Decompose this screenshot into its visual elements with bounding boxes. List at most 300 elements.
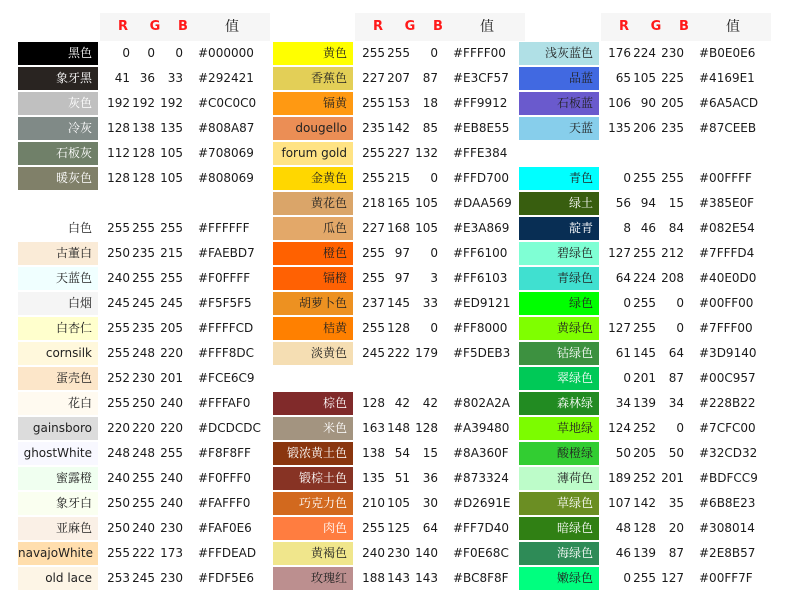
color-row	[273, 541, 523, 566]
color-row	[519, 91, 769, 116]
rgb-g-value: 230	[132, 371, 155, 385]
color-swatch: navajoWhite	[18, 542, 98, 565]
rgb-r-value: 127	[608, 246, 631, 260]
rgb-b-value: 85	[422, 121, 438, 135]
column-header-g: G	[404, 19, 416, 34]
color-swatch: 胡萝卜色	[273, 292, 353, 315]
rgb-b-value: 127	[661, 571, 684, 585]
color-row	[273, 341, 523, 366]
column-header-r: R	[372, 19, 383, 34]
color-swatch: 碧绿色	[519, 242, 599, 265]
color-swatch: 香蕉色	[273, 67, 353, 90]
rgb-b-value: 192	[160, 96, 183, 110]
color-row	[519, 316, 769, 341]
rgb-b-value: 255	[661, 171, 684, 185]
hex-value: #E3CF57	[453, 71, 509, 85]
rgb-b-value: 105	[160, 171, 183, 185]
rgb-r-value: 255	[107, 396, 130, 410]
column-header-value: 值	[225, 19, 239, 35]
rgb-b-value: 87	[668, 371, 684, 385]
rgb-g-value: 54	[394, 446, 410, 460]
color-swatch: 青绿色	[519, 267, 599, 290]
rgb-b-value: 215	[160, 246, 183, 260]
rgb-g-value: 255	[387, 46, 410, 60]
color-row	[273, 116, 523, 141]
color-swatch: 酸橙绿	[519, 442, 599, 465]
color-swatch: 黑色	[18, 42, 98, 65]
rgb-r-value: 245	[362, 346, 385, 360]
rgb-b-value: 35	[668, 496, 684, 510]
color-swatch: 浅灰蓝色	[519, 42, 599, 65]
rgb-r-value: 56	[615, 196, 631, 210]
color-row	[18, 91, 268, 116]
color-row	[519, 241, 769, 266]
rgb-g-value: 168	[387, 221, 410, 235]
hex-value: #FFFAF0	[198, 396, 251, 410]
rgb-g-value: 230	[387, 546, 410, 560]
rgb-r-value: 188	[362, 571, 385, 585]
hex-value: #B0E0E6	[699, 46, 756, 60]
color-swatch: 青色	[519, 167, 599, 190]
color-swatch: 品蓝	[519, 67, 599, 90]
rgb-g-value: 128	[387, 321, 410, 335]
color-swatch: 白色	[18, 217, 98, 240]
column-header-r: R	[618, 19, 629, 34]
rgb-b-value: 230	[160, 521, 183, 535]
color-swatch: 花白	[18, 392, 98, 415]
rgb-b-value: 18	[422, 96, 438, 110]
color-row	[18, 491, 268, 516]
hex-value: #E3A869	[453, 221, 510, 235]
rgb-r-value: 135	[362, 471, 385, 485]
rgb-b-value: 173	[160, 546, 183, 560]
rgb-r-value: 255	[362, 146, 385, 160]
color-swatch: 绿土	[519, 192, 599, 215]
color-swatch: 暖灰色	[18, 167, 98, 190]
rgb-r-value: 255	[107, 346, 130, 360]
color-row	[18, 216, 268, 241]
color-row	[519, 266, 769, 291]
color-swatch: 桔黄	[273, 317, 353, 340]
column-header-b: B	[178, 19, 188, 34]
rgb-r-value: 0	[623, 171, 631, 185]
hex-value: #3D9140	[699, 346, 757, 360]
rgb-b-value: 34	[668, 396, 684, 410]
color-row	[18, 141, 268, 166]
rgb-r-value: 210	[362, 496, 385, 510]
rgb-r-value: 255	[107, 221, 130, 235]
rgb-r-value: 250	[107, 521, 130, 535]
hex-value: #873324	[453, 471, 509, 485]
color-swatch: 蛋壳色	[18, 367, 98, 390]
rgb-b-value: 84	[668, 221, 684, 235]
color-row	[519, 166, 769, 191]
rgb-r-value: 227	[362, 71, 385, 85]
color-swatch: 暗绿色	[519, 517, 599, 540]
color-swatch: 草地绿	[519, 417, 599, 440]
hex-value: #C0C0C0	[198, 96, 257, 110]
hex-value: #4169E1	[699, 71, 755, 85]
rgb-r-value: 48	[615, 521, 631, 535]
hex-value: #DCDCDC	[198, 421, 261, 435]
color-row	[519, 216, 769, 241]
hex-value: #808A87	[198, 121, 255, 135]
rgb-b-value: 0	[430, 171, 438, 185]
color-swatch: 黄色	[273, 42, 353, 65]
rgb-b-value: 212	[661, 246, 684, 260]
rgb-b-value: 140	[415, 546, 438, 560]
rgb-r-value: 128	[107, 121, 130, 135]
rgb-g-value: 255	[633, 571, 656, 585]
color-swatch: 冷灰	[18, 117, 98, 140]
rgb-r-value: 128	[107, 171, 130, 185]
color-row	[273, 66, 523, 91]
rgb-b-value: 3	[430, 271, 438, 285]
color-row	[273, 91, 523, 116]
rgb-g-value: 51	[394, 471, 410, 485]
color-row	[519, 566, 769, 591]
rgb-b-value: 15	[422, 446, 438, 460]
rgb-g-value: 125	[387, 521, 410, 535]
rgb-g-value: 250	[132, 396, 155, 410]
color-row	[18, 516, 268, 541]
hex-value: #000000	[198, 46, 254, 60]
hex-value: #802A2A	[453, 396, 511, 410]
hex-value: #FF8000	[453, 321, 508, 335]
hex-value: #DAA569	[453, 196, 512, 210]
color-swatch: 白烟	[18, 292, 98, 315]
color-panel-1	[18, 13, 268, 591]
color-swatch: 绿色	[519, 292, 599, 315]
rgb-g-value: 248	[132, 346, 155, 360]
rgb-b-value: 87	[668, 546, 684, 560]
hex-value: #FCE6C9	[198, 371, 255, 385]
rgb-r-value: 255	[362, 96, 385, 110]
rgb-g-value: 46	[640, 221, 656, 235]
rgb-b-value: 240	[160, 396, 183, 410]
rgb-r-value: 255	[362, 246, 385, 260]
color-row	[273, 291, 523, 316]
rgb-g-value: 255	[633, 246, 656, 260]
rgb-g-value: 97	[394, 271, 410, 285]
rgb-g-value: 139	[633, 396, 656, 410]
color-row	[519, 291, 769, 316]
color-row	[519, 116, 769, 141]
color-row	[18, 341, 268, 366]
hex-value: #FFD700	[453, 171, 510, 185]
color-row	[18, 541, 268, 566]
rgb-g-value: 105	[387, 496, 410, 510]
hex-value: #FF7D40	[453, 521, 510, 535]
color-swatch: 天蓝色	[18, 267, 98, 290]
color-swatch: 淡黄色	[273, 342, 353, 365]
rgb-r-value: 127	[608, 321, 631, 335]
rgb-g-value: 138	[132, 121, 155, 135]
color-row	[273, 41, 523, 66]
color-row	[18, 241, 268, 266]
hex-value: #BDFCC9	[699, 471, 758, 485]
color-swatch: 石板灰	[18, 142, 98, 165]
color-swatch: 翠绿色	[519, 367, 599, 390]
color-row	[273, 466, 523, 491]
color-swatch: 镉黄	[273, 92, 353, 115]
hex-value: #BC8F8F	[453, 571, 509, 585]
column-header-g: G	[650, 19, 662, 34]
rgb-g-value: 143	[387, 571, 410, 585]
color-swatch: 镉橙	[273, 267, 353, 290]
hex-value: #FF6103	[453, 271, 508, 285]
column-header-g: G	[149, 19, 161, 34]
hex-value: #F5DEB3	[453, 346, 511, 360]
rgb-b-value: 255	[160, 221, 183, 235]
color-swatch: 灰色	[18, 92, 98, 115]
color-row	[273, 191, 523, 216]
rgb-b-value: 255	[160, 446, 183, 460]
rgb-g-value: 142	[387, 121, 410, 135]
rgb-g-value: 240	[132, 521, 155, 535]
rgb-b-value: 0	[676, 321, 684, 335]
color-row	[18, 41, 268, 66]
rgb-b-value: 230	[160, 571, 183, 585]
rgb-r-value: 248	[107, 446, 130, 460]
color-swatch: 靛青	[519, 217, 599, 240]
rgb-b-value: 50	[668, 446, 684, 460]
rgb-g-value: 0	[147, 46, 155, 60]
rgb-r-value: 0	[623, 296, 631, 310]
hex-value: #F8F8FF	[198, 446, 251, 460]
rgb-b-value: 30	[422, 496, 438, 510]
color-row	[18, 366, 268, 391]
column-header-r: R	[117, 19, 128, 34]
rgb-g-value: 153	[387, 96, 410, 110]
color-swatch: 橙色	[273, 242, 353, 265]
color-swatch: 古董白	[18, 242, 98, 265]
color-panel-3	[519, 13, 769, 591]
hex-value: #FF9912	[453, 96, 508, 110]
hex-value: #32CD32	[699, 446, 758, 460]
rgb-g-value: 97	[394, 246, 410, 260]
rgb-g-value: 235	[132, 321, 155, 335]
color-row	[519, 366, 769, 391]
rgb-g-value: 255	[633, 171, 656, 185]
hex-value: #40E0D0	[699, 271, 757, 285]
rgb-g-value: 165	[387, 196, 410, 210]
color-row	[273, 441, 523, 466]
rgb-g-value: 248	[132, 446, 155, 460]
color-row	[18, 166, 268, 191]
rgb-r-value: 176	[608, 46, 631, 60]
hex-value: #00FFFF	[699, 171, 752, 185]
color-row	[519, 66, 769, 91]
rgb-g-value: 36	[139, 71, 155, 85]
color-row	[18, 116, 268, 141]
rgb-b-value: 240	[160, 471, 183, 485]
color-swatch: 黄褐色	[273, 542, 353, 565]
rgb-r-value: 255	[107, 321, 130, 335]
rgb-r-value: 163	[362, 421, 385, 435]
rgb-g-value: 252	[633, 421, 656, 435]
hex-value: #FAEBD7	[198, 246, 255, 260]
color-row	[519, 391, 769, 416]
rgb-r-value: 107	[608, 496, 631, 510]
rgb-r-value: 65	[615, 71, 631, 85]
hex-value: #2E8B57	[699, 546, 756, 560]
hex-value: #FFDEAD	[198, 546, 257, 560]
hex-value: #FFFFCD	[198, 321, 254, 335]
rgb-r-value: 227	[362, 221, 385, 235]
color-swatch: 锻浓黄土色	[273, 442, 353, 465]
rgb-g-value: 224	[633, 46, 656, 60]
color-swatch: 草绿色	[519, 492, 599, 515]
hex-value: #7CFC00	[699, 421, 756, 435]
hex-value: #87CEEB	[699, 121, 757, 135]
rgb-r-value: 235	[362, 121, 385, 135]
rgb-r-value: 240	[107, 471, 130, 485]
rgb-g-value: 207	[387, 71, 410, 85]
rgb-g-value: 255	[633, 321, 656, 335]
rgb-g-value: 206	[633, 121, 656, 135]
rgb-r-value: 34	[615, 396, 631, 410]
rgb-b-value: 143	[415, 571, 438, 585]
rgb-b-value: 208	[661, 271, 684, 285]
color-row	[273, 241, 523, 266]
color-swatch: gainsboro	[18, 417, 98, 440]
hex-value: #6A5ACD	[699, 96, 759, 110]
color-row	[18, 266, 268, 291]
rgb-g-value: 105	[633, 71, 656, 85]
color-swatch: 肉色	[273, 517, 353, 540]
column-header-value: 值	[726, 19, 740, 35]
rgb-r-value: 255	[362, 171, 385, 185]
rgb-r-value: 112	[107, 146, 130, 160]
color-row	[18, 66, 268, 91]
rgb-b-value: 225	[661, 71, 684, 85]
hex-value: #ED9121	[453, 296, 511, 310]
rgb-b-value: 33	[167, 71, 183, 85]
rgb-g-value: 128	[132, 146, 155, 160]
rgb-b-value: 0	[676, 296, 684, 310]
rgb-r-value: 0	[122, 46, 130, 60]
rgb-g-value: 148	[387, 421, 410, 435]
color-row	[519, 466, 769, 491]
color-swatch: 巧克力色	[273, 492, 353, 515]
rgb-b-value: 42	[422, 396, 438, 410]
hex-value: #7FFF00	[699, 321, 753, 335]
rgb-g-value: 255	[132, 471, 155, 485]
rgb-b-value: 201	[160, 371, 183, 385]
rgb-g-value: 255	[132, 221, 155, 235]
color-swatch: 瓜色	[273, 217, 353, 240]
hex-value: #308014	[699, 521, 755, 535]
rgb-g-value: 222	[132, 546, 155, 560]
rgb-g-value: 255	[132, 271, 155, 285]
color-panel-2	[273, 13, 523, 591]
hex-value: #228B22	[699, 396, 756, 410]
hex-value: #F0FFF0	[198, 471, 251, 485]
rgb-g-value: 245	[132, 296, 155, 310]
rgb-r-value: 255	[362, 271, 385, 285]
rgb-b-value: 105	[415, 221, 438, 235]
rgb-g-value: 235	[132, 246, 155, 260]
hex-value: #00FF7F	[699, 571, 753, 585]
rgb-g-value: 227	[387, 146, 410, 160]
rgb-g-value: 252	[633, 471, 656, 485]
rgb-r-value: 255	[362, 321, 385, 335]
rgb-r-value: 240	[362, 546, 385, 560]
color-swatch: 石板蓝	[519, 92, 599, 115]
rgb-r-value: 0	[623, 371, 631, 385]
color-row	[273, 316, 523, 341]
rgb-b-value: 0	[175, 46, 183, 60]
hex-value: #808069	[198, 171, 254, 185]
rgb-g-value: 201	[633, 371, 656, 385]
rgb-g-value: 145	[387, 296, 410, 310]
rgb-b-value: 220	[160, 346, 183, 360]
rgb-r-value: 250	[107, 246, 130, 260]
color-swatch: cornsilk	[18, 342, 98, 365]
rgb-r-value: 255	[362, 521, 385, 535]
rgb-r-value: 135	[608, 121, 631, 135]
rgb-r-value: 128	[362, 396, 385, 410]
rgb-b-value: 230	[661, 46, 684, 60]
hex-value: #F5F5F5	[198, 296, 252, 310]
color-swatch: 锻棕土色	[273, 467, 353, 490]
color-row	[273, 566, 523, 591]
rgb-b-value: 0	[676, 421, 684, 435]
rgb-g-value: 224	[633, 271, 656, 285]
rgb-b-value: 64	[422, 521, 438, 535]
column-header-b: B	[433, 19, 443, 34]
rgb-g-value: 192	[132, 96, 155, 110]
color-row	[273, 416, 523, 441]
rgb-g-value: 205	[633, 446, 656, 460]
rgb-g-value: 142	[633, 496, 656, 510]
rgb-b-value: 15	[668, 196, 684, 210]
hex-value: #6B8E23	[699, 496, 756, 510]
rgb-g-value: 255	[132, 496, 155, 510]
color-row	[18, 291, 268, 316]
color-row	[18, 391, 268, 416]
hex-value: #F0FFFF	[198, 271, 251, 285]
rgb-g-value: 139	[633, 546, 656, 560]
rgb-b-value: 105	[415, 196, 438, 210]
rgb-r-value: 50	[615, 446, 631, 460]
hex-value: #FAF0E6	[198, 521, 252, 535]
rgb-g-value: 128	[633, 521, 656, 535]
rgb-b-value: 0	[430, 46, 438, 60]
color-row	[18, 316, 268, 341]
rgb-g-value: 255	[633, 296, 656, 310]
color-row	[18, 466, 268, 491]
hex-value: #EB8E55	[453, 121, 510, 135]
color-row	[519, 541, 769, 566]
rgb-g-value: 128	[132, 171, 155, 185]
color-swatch: 嫩绿色	[519, 567, 599, 590]
rgb-r-value: 46	[615, 546, 631, 560]
rgb-b-value: 220	[160, 421, 183, 435]
color-swatch: 森林绿	[519, 392, 599, 415]
rgb-b-value: 201	[661, 471, 684, 485]
hex-value: #F0E68C	[453, 546, 509, 560]
color-swatch: 黄花色	[273, 192, 353, 215]
hex-value: #D2691E	[453, 496, 511, 510]
hex-value: #00C957	[699, 371, 756, 385]
color-swatch: 亚麻色	[18, 517, 98, 540]
column-header-b: B	[679, 19, 689, 34]
rgb-r-value: 220	[107, 421, 130, 435]
color-row	[273, 166, 523, 191]
rgb-b-value: 36	[422, 471, 438, 485]
